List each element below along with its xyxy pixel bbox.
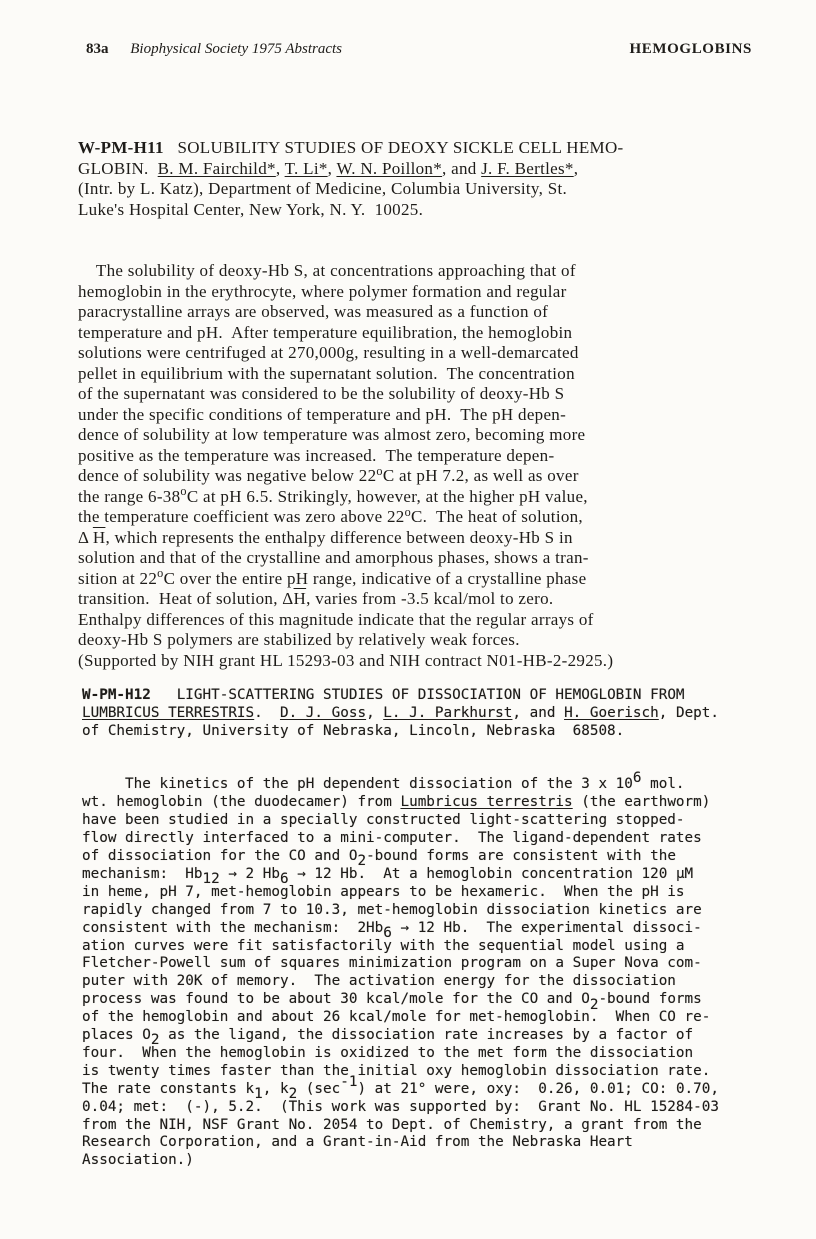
abstract-1-body: The solubility of deoxy-Hb S, at concentrations approaching that of hemoglobin in the erythrocyte, where polymer formation and regular paracrystalline arrays are observed, was measured as a function of temperature and pH. After temperature equilibration, the hemoglobin solutions were centrifuged at 270,000g, resulting in a well-demarcated pellet in equilibrium with the supernatant solution. The concentration of the supernatant was considered to be the solubility of deoxy-Hb S under the specific conditions of temperature and pH. The pH depen- dence of solubility at low temperature was almost zero, becoming more positive as the temperature was increased. The temperature depen- dence of solubility was negative below 22oC at pH 7.2, as well as over the range 6-38oC at pH 6.5. Strikingly, however, at the higher pH value, the temperature coefficient was zero above 22oC. The heat of solution, Δ $\overline{H}$, which represents the enthalpy difference between deoxy-Hb S in solution and that of the crystalline and amorphous phases, shows a tran- sition at 22oC over the entire pH range, indicative of a crystalline phase transition. Heat of solution, $\Delta\overline{H}$, varies from -3.5 kcal/mol to zero. Enthalpy differences of this magnitude indicate that the regular arrays of deoxy-Hb S polymers are stabilized by relatively weak forces. (Supported by NIH grant HL 15293-03 and NIH contract N01-HB-2-2925.) <box>78 261 614 670</box>
header-left <box>86 41 342 58</box>
text-segment: LIGHT-SCATTERING STUDIES OF DISSOCIATION OF HEMOGLOBIN FROM <box>176 686 685 703</box>
journal-title: Biophysical Society 1975 Abstracts <box>130 41 343 57</box>
text-segment: → 2 Hb <box>219 865 280 882</box>
page-header <box>86 41 752 58</box>
text-segment: The kinetics of the pH dependent dissociation of the 3 x 10 <box>82 776 633 793</box>
text-segment: $\overline{H}$ <box>293 589 307 608</box>
text-segment: , <box>275 158 285 178</box>
text-segment: C over the entire pH range, indicative of a crystalline phase transition. Heat of solution, Δ <box>78 568 587 608</box>
text-segment: , Dept. of Chemistry, University of Nebraska, Lincoln, Nebraska 68508. <box>82 704 720 739</box>
underlined-text: D. J. Goss <box>279 704 367 721</box>
text-segment: → 12 Hb. The experimental dissoci- ation curves were fit satisfactorily with the sequential model using a Fletcher-Powell sum of squares minimization program on a Super Nova com- puter with 20K of memory. The activation energy for the dissociation process was found to be about 30 kcal/mole for the CO and O <box>82 919 702 1008</box>
text-segment: $\overline{H}$ <box>92 527 106 547</box>
underlined-text: Lumbricus terrestris <box>400 794 573 811</box>
text-segment: The solubility of deoxy-Hb S, at concentrations approaching that of hemoglobin in the erythrocyte, where polymer formation and regular paracrystalline arrays are observed, was measured as a function of temperature and pH. After temperature equilibration, the hemoglobin solutions were centrifuged at 270,000g, resulting in a well-demarcated pellet in equilibrium with the supernatant solution. The concentration of the supernatant was considered to be the solubility of deoxy-Hb S under the specific conditions of temperature and pH. The pH depen- dence of solubility at low temperature was almost zero, becoming more positive as the temperature was increased. The temperature depen- dence of solubility was negative below 22 <box>78 261 586 485</box>
text-segment: (sec <box>297 1080 341 1097</box>
text-segment: (the earthworm) have been studied in a specially constructed light-scattering stopped- flow directly interfaced to a mini-computer. The ligand-dependent rates of dissociation for the CO and O <box>82 794 711 864</box>
text-segment: mol. wt. hemoglobin (the duodecamer) from <box>82 776 685 811</box>
abstract-2-body: The kinetics of the pH dependent dissociation of the 3 x 106 mol. wt. hemoglobin (the duodecamer) from Lumbricus terrestris (the earthworm) have been studied in a specially constructed light-scattering stopped- flow directly interfaced to a mini-computer. The ligand-dependent rates of dissociation for the CO and O2-bound forms are consistent with the mechanism: Hb12 → 2 Hb6 → 12 Hb. At a hemoglobin concentration 120 μM in heme, pH 7, met-hemoglobin appears to be hexameric. When the pH is rapidly changed from 7 to 10.3, met-hemoglobin dissociation kinetics are consistent with the mechanism: 2Hb6 → 12 Hb. The experimental dissoci- ation curves were fit satisfactorily with the sequential model using a Fletcher-Powell sum of squares minimization program on a Super Nova com- puter with 20K of memory. The activation energy for the dissociation process was found to be about 30 kcal/mole for the CO and O2-bound forms of the hemoglobin and about 26 kcal/mole for met-hemoglobin. When CO re- places O2 as the ligand, the dissociation rate increases by a factor of four. When the hemoglobin is oxidized to the met form the dissociation is twenty times faster than the initial oxy hemoglobin dissociation rate. The rate constants k1, k2 (sec-1) at 21° were, oxy: 0.26, 0.01; CO: 0.70, 0.04; met: (-), 5.2. (This work was supported by: Grant No. HL 15284-03 from the NIH, NSF Grant No. 2054 to Dept. of Chemistry, a grant from the Research Corporation, and a Grant-in-Aid from the Nebraska Heart Association.) <box>82 769 719 1169</box>
text-segment: , <box>366 704 384 721</box>
text-segment: C at pH 7.2, as well as over the range 6-38 <box>78 466 579 506</box>
text-segment: SOLUBILITY STUDIES OF DEOXY SICKLE CELL HEMO- GLOBIN. <box>78 138 624 178</box>
text-segment: as the ligand, the dissociation rate increases by a factor of four. When the hemoglobin is oxidized to the met form the dissociation is twenty times faster than the initial oxy hemoglobin dissociation rate. The rate constants k <box>82 1027 711 1097</box>
underlined-text: T. Li* <box>284 158 328 178</box>
text-segment: , which represents the enthalpy difference between deoxy-Hb S in solution and that of the crystalline and amorphous phases, shows a tran- sition at 22 <box>78 527 589 588</box>
abstract-2-heading <box>82 687 719 741</box>
underlined-text: L. J. Parkhurst <box>383 704 513 721</box>
text-segment: , and <box>512 704 565 721</box>
underlined-text: H. Goerisch <box>564 704 659 721</box>
text-segment: ) at 21° were, oxy: 0.26, 0.01; CO: 0.70, 0.04; met: (-), 5.2. (This work was supported by: Grant No. HL 15284-03 from the NIH, NSF Grant No. 2054 to Dept. of Chemistry, a grant from the Research Corporation, and a Grant-in-Aid from the Nebraska Heart Association.) <box>82 1080 719 1169</box>
text-segment: W-PM-H11 <box>78 138 164 157</box>
text-segment: -bound forms are consistent with the mechanism: Hb <box>82 847 676 882</box>
text-segment: , k <box>262 1080 289 1097</box>
underlined-text: W. N. Poillon* <box>336 158 443 178</box>
text-segment: , and <box>442 158 482 178</box>
section-title: HEMOGLOBINS <box>629 41 752 57</box>
abstract-w-pm-h12 <box>82 651 719 1206</box>
text-segment: . <box>254 704 280 721</box>
text-segment: → 12 Hb. At a hemoglobin concentration 120 μM in heme, pH 7, met-hemoglobin appears to be hexameric. When the pH is rapidly changed from 7 to 10.3, met-hemoglobin dissociation kinetics are consistent with the mechanism: 2Hb <box>82 865 702 936</box>
abstract-w-pm-h11 <box>78 97 624 712</box>
text-segment: -bound forms of the hemoglobin and about 26 kcal/mole for met-hemoglobin. When CO re- places O <box>82 991 711 1044</box>
page-number: 83a <box>86 41 109 57</box>
text-segment: , varies from -3.5 kcal/mol to zero. Enthalpy differences of this magnitude indicate that the regular arrays of deoxy-Hb S polymers are stabilized by relatively weak forces. (Supported by NIH grant HL 15293-03 and NIH contract N01-HB-2-2925.) <box>78 589 614 670</box>
text-segment: , <box>327 158 337 178</box>
underlined-text: B. M. Fairchild* <box>157 158 276 178</box>
abstract-1-heading <box>78 138 624 220</box>
text-segment: , (Intr. by L. Katz), Department of Medicine, Columbia University, St. Luke's Hospital Center, New York, N. Y. 10025. <box>78 158 579 219</box>
underlined-text: J. F. Bertles* <box>481 158 574 178</box>
underlined-text: LUMBRICUS TERRESTRIS <box>82 704 255 721</box>
text-segment: C. The heat of solution, Δ <box>78 507 583 547</box>
text-segment: W-PM-H12 <box>82 686 151 703</box>
text-segment: C at pH 6.5. Strikingly, however, at the higher pH value, the temperature coefficient was zero above 22 <box>78 486 588 526</box>
